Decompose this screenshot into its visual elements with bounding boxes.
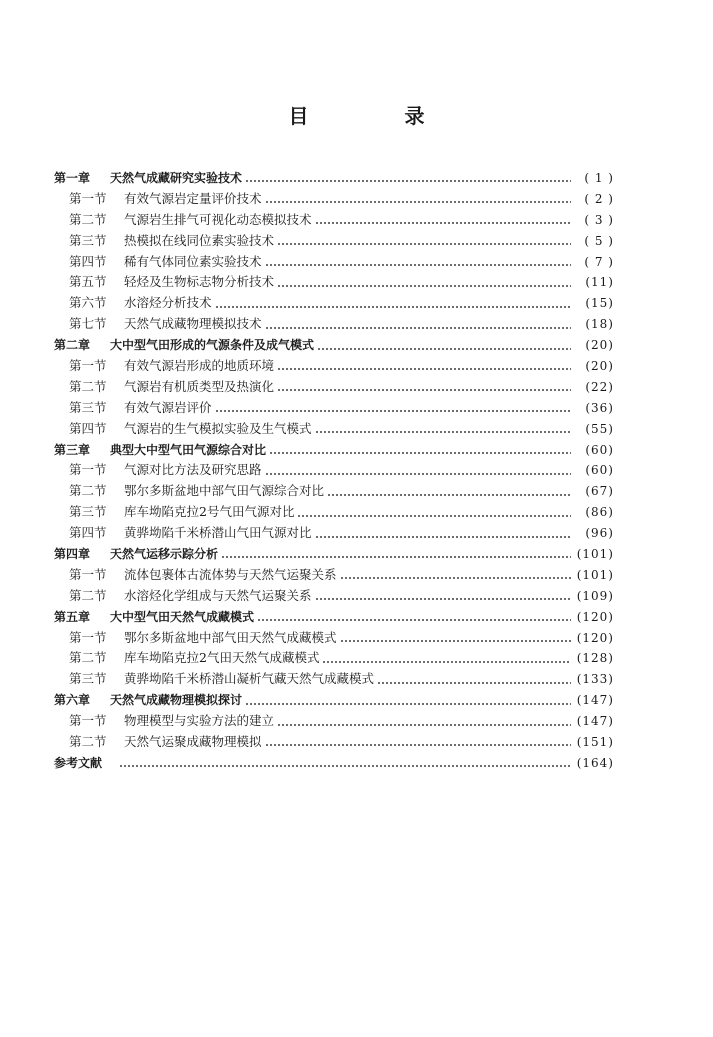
toc-section-entry[interactable] (54, 398, 614, 419)
dot-leader (215, 409, 571, 413)
toc-entry-number: 第二节 (69, 378, 107, 394)
toc-entry-title: 典型大中型气田气源综合对比 (110, 442, 267, 457)
toc-entry-title: 大中型气田天然气成藏模式 (110, 609, 255, 624)
toc-entry-number: 第二节 (69, 483, 107, 499)
toc-section-entry[interactable] (54, 460, 614, 481)
dot-leader (215, 305, 571, 309)
dot-leader (277, 723, 571, 727)
toc-section-entry[interactable] (54, 210, 614, 231)
toc-entry-title: 气源对比方法及研究思路 (124, 462, 262, 478)
toc-entry-number: 第七节 (69, 316, 107, 332)
toc-entry-number: 第一节 (69, 190, 107, 206)
toc-section-entry[interactable] (54, 189, 614, 210)
dot-leader (257, 618, 571, 622)
toc-entry-number: 第一节 (69, 566, 107, 582)
toc-entry-title: 大中型气田形成的气源条件及成气模式 (110, 338, 315, 353)
toc-entry-title: 参考文献 (54, 755, 103, 770)
toc-entry-number: 第四节 (69, 525, 107, 541)
toc-page-number: (55) (585, 421, 614, 436)
page-title: 目 录 (288, 104, 463, 128)
toc-section-entry[interactable] (54, 293, 614, 314)
toc-section-entry[interactable] (54, 481, 614, 502)
dot-leader (245, 179, 571, 183)
dot-leader (327, 493, 571, 497)
toc-section-entry[interactable] (54, 252, 614, 273)
toc-reference-entry[interactable] (54, 753, 614, 774)
toc-entry-number: 第三节 (69, 504, 107, 520)
dot-leader (277, 242, 571, 246)
toc-entry-title: 有效气源岩定量评价技术 (124, 190, 262, 206)
toc-page-number: (67) (585, 484, 614, 499)
dot-leader (277, 367, 571, 371)
toc-page-number: (22) (585, 379, 614, 394)
toc-page-number: (20) (585, 338, 614, 353)
toc-entry-title: 有效气源岩评价 (124, 399, 212, 415)
toc-section-entry[interactable] (54, 356, 614, 377)
toc-page-number: ( 1 ) (584, 171, 614, 185)
dot-leader (315, 535, 571, 539)
toc-section-entry[interactable] (54, 231, 614, 252)
toc-section-entry[interactable] (54, 628, 614, 649)
toc-section-entry[interactable] (54, 502, 614, 523)
toc-entry-number: 第五章 (54, 609, 91, 624)
toc-entry-title: 气源岩生排气可视化动态模拟技术 (124, 211, 312, 227)
toc-section-entry[interactable] (54, 711, 614, 732)
dot-leader (269, 451, 571, 455)
toc-entry-title: 流体包裹体古流体势与天然气运聚关系 (124, 566, 337, 582)
toc-entry-title: 轻烃及生物标志物分析技术 (124, 274, 275, 290)
toc-entry-number: 第六节 (69, 295, 107, 311)
toc-entry-title: 天然气运聚成藏物理模拟 (124, 734, 262, 750)
toc-page-number: ( 3 ) (584, 212, 614, 227)
toc-entry-title: 黄骅坳陷千米桥潜山气田气源对比 (124, 525, 312, 541)
toc-entry-number: 第六章 (54, 693, 91, 708)
toc-entry-number: 第二节 (69, 587, 107, 603)
toc-page-number: (86) (585, 505, 614, 520)
toc-page-number: (128) (576, 651, 614, 666)
toc-entry-number: 第一节 (69, 462, 107, 478)
toc-page-number: (151) (576, 735, 614, 750)
toc-entry-title: 有效气源岩形成的地质环境 (124, 358, 275, 374)
toc-chapter-entry[interactable] (54, 335, 614, 356)
dot-leader (119, 764, 571, 768)
toc-entry-number: 第一节 (69, 629, 107, 645)
toc-entry-title: 鄂尔多斯盆地中部气田天然气成藏模式 (124, 629, 337, 645)
dot-leader (265, 743, 571, 747)
toc-page-number: ( 5 ) (584, 233, 614, 248)
toc-page-number: (101) (576, 567, 614, 582)
toc-page-number: (133) (576, 672, 614, 687)
toc-chapter-entry[interactable] (54, 440, 614, 461)
toc-chapter-entry[interactable] (54, 690, 614, 711)
dot-leader (315, 430, 571, 434)
dot-leader (340, 576, 571, 580)
toc-entry-number: 第一章 (54, 171, 91, 185)
dot-leader (265, 200, 571, 204)
toc-section-entry[interactable] (54, 377, 614, 398)
toc-entry-title: 热模拟在线同位素实验技术 (124, 232, 275, 248)
toc-page-number: (60) (585, 463, 614, 478)
toc-section-entry[interactable] (54, 523, 614, 544)
toc-entry-number: 第一节 (69, 358, 107, 374)
toc-entry-title: 天然气成藏物理模拟技术 (124, 316, 262, 332)
toc-page-number: (147) (576, 693, 614, 708)
toc-chapter-entry[interactable] (54, 168, 614, 189)
toc-entry-title: 气源岩有机质类型及热演化 (124, 378, 275, 394)
toc-entry-number: 第二节 (69, 211, 107, 227)
dot-leader (322, 660, 571, 664)
toc-page-number: (164) (576, 755, 614, 770)
toc-entry-number: 第五节 (69, 274, 107, 290)
dot-leader (277, 388, 571, 392)
toc-entry-number: 第三节 (69, 671, 107, 687)
toc-entry-number: 第四节 (69, 420, 107, 436)
dot-leader (265, 472, 571, 476)
toc-entry-title: 天然气运移示踪分析 (110, 547, 219, 562)
toc-entry-number: 第一节 (69, 713, 107, 729)
toc-section-entry[interactable] (54, 565, 614, 586)
toc-entry-number: 第三节 (69, 232, 107, 248)
toc-entry-title: 库车坳陷克拉2号气田气源对比 (124, 504, 295, 520)
dot-leader (317, 347, 571, 351)
toc-page-number: (120) (576, 609, 614, 624)
dot-leader (245, 702, 571, 706)
toc-entry-number: 第二章 (54, 338, 91, 353)
toc-entry-title: 库车坳陷克拉2气田天然气成藏模式 (124, 650, 320, 666)
table-of-contents (54, 168, 614, 774)
toc-entry-number: 第二节 (69, 734, 107, 750)
toc-entry-number: 第四章 (54, 547, 91, 562)
dot-leader (315, 597, 571, 601)
dot-leader (221, 555, 571, 559)
toc-entry-number: 第二节 (69, 650, 107, 666)
toc-section-entry[interactable] (54, 586, 614, 607)
toc-entry-title: 物理模型与实验方法的建立 (124, 713, 275, 729)
toc-page-number: (36) (585, 400, 614, 415)
toc-page-number: (18) (585, 317, 614, 332)
toc-page-number: (109) (576, 588, 614, 603)
toc-chapter-entry[interactable] (54, 544, 614, 565)
dot-leader (265, 263, 571, 267)
dot-leader (297, 514, 571, 518)
toc-entry-title: 鄂尔多斯盆地中部气田气源综合对比 (124, 483, 325, 499)
toc-section-entry[interactable] (54, 648, 614, 669)
toc-entry-title: 水溶烃分析技术 (124, 295, 212, 311)
dot-leader (377, 681, 571, 685)
toc-entry-title: 天然气成藏研究实验技术 (110, 171, 243, 185)
toc-section-entry[interactable] (54, 419, 614, 440)
toc-section-entry[interactable] (54, 272, 614, 293)
toc-entry-number: 第三章 (54, 442, 91, 457)
toc-entry-title: 黄骅坳陷千米桥潜山凝析气藏天然气成藏模式 (124, 671, 375, 687)
toc-page-number: (60) (585, 442, 614, 457)
dot-leader (265, 326, 571, 330)
toc-page-number: (20) (585, 359, 614, 374)
toc-page-number: (15) (585, 296, 614, 311)
toc-entry-number: 第三节 (69, 399, 107, 415)
dot-leader (315, 221, 571, 225)
toc-entry-number: 第四节 (69, 253, 107, 269)
toc-entry-title: 气源岩的生气模拟实验及生气模式 (124, 420, 312, 436)
toc-section-entry[interactable] (54, 314, 614, 335)
toc-page-number: (120) (576, 630, 614, 645)
toc-entry-title: 天然气成藏物理模拟探讨 (110, 693, 243, 708)
toc-page-number: (96) (585, 526, 614, 541)
dot-leader (277, 284, 571, 288)
toc-entry-title: 稀有气体同位素实验技术 (124, 253, 262, 269)
dot-leader (340, 639, 571, 643)
toc-section-entry[interactable] (54, 669, 614, 690)
toc-chapter-entry[interactable] (54, 607, 614, 628)
toc-page-number: (11) (585, 275, 614, 290)
toc-page-number: ( 7 ) (584, 254, 614, 269)
toc-section-entry[interactable] (54, 732, 614, 753)
toc-page-number: (101) (576, 547, 614, 562)
toc-page-number: (147) (576, 714, 614, 729)
toc-page-number: ( 2 ) (584, 191, 614, 206)
toc-entry-title: 水溶烃化学组成与天然气运聚关系 (124, 587, 312, 603)
